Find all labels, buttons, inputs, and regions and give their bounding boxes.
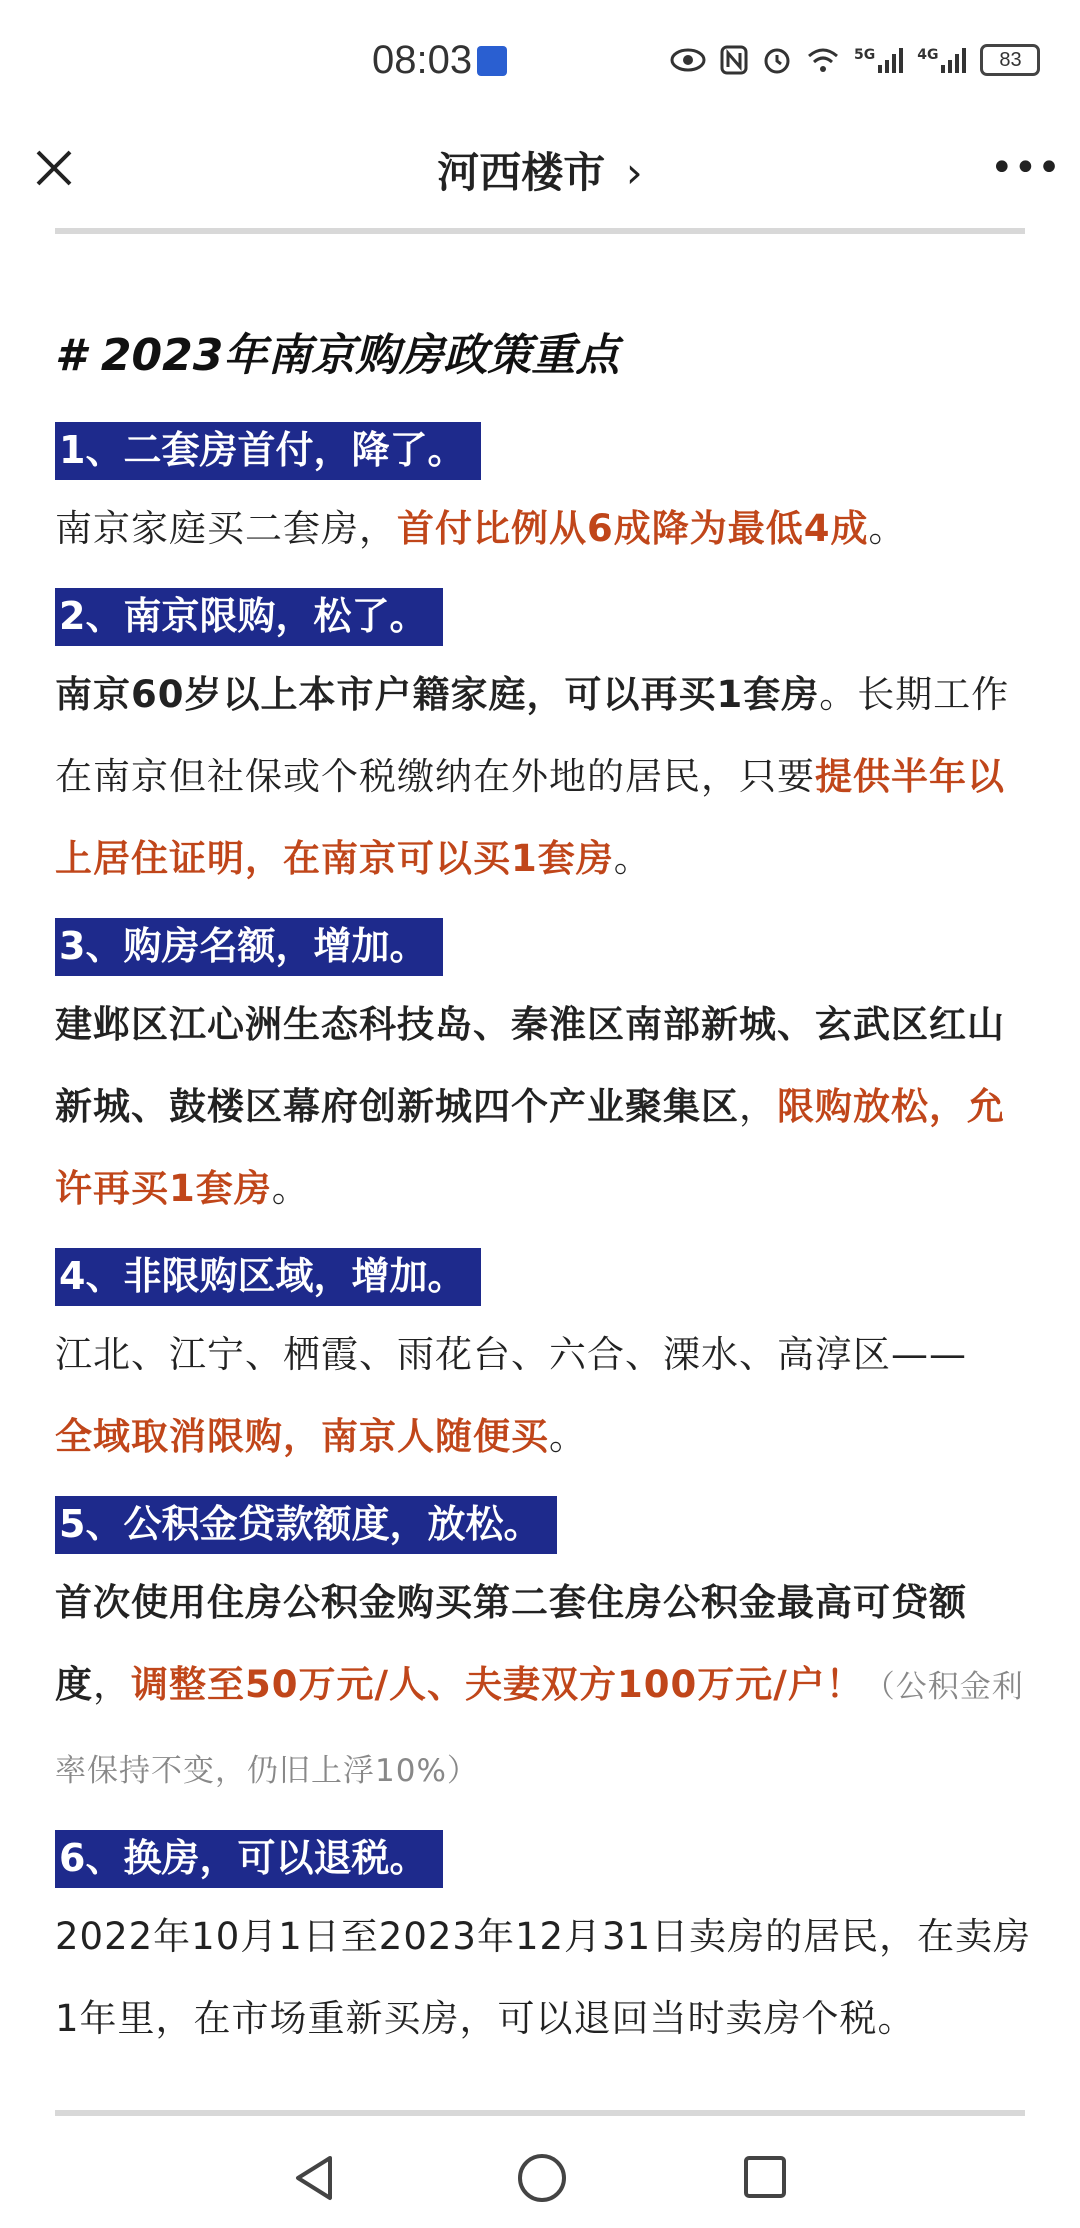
signal-icon bbox=[877, 47, 903, 73]
section-2 bbox=[55, 580, 1035, 900]
highlight-text: 限购放松，允许再买1套房 bbox=[55, 1085, 1005, 1210]
highlight-text: 提供半年以上居住证明，在南京可以买1套房 bbox=[55, 755, 1005, 880]
account-name: 河西楼市 bbox=[437, 148, 606, 197]
home-icon[interactable] bbox=[516, 2152, 568, 2204]
divider bbox=[55, 228, 1025, 234]
wifi-icon bbox=[806, 46, 840, 74]
battery-icon: 83 bbox=[980, 44, 1040, 76]
signal-5g: 5G bbox=[854, 47, 903, 73]
section-6 bbox=[55, 1822, 1035, 2060]
alarm-icon bbox=[762, 45, 792, 75]
eye-icon bbox=[670, 47, 706, 73]
section-5 bbox=[55, 1488, 1035, 1812]
section-text: 建邺区江心洲生态科技岛、秦淮区南部新城、玄武区红山新城、鼓楼区幕府创新城四个产业聚集区，限购放松，允许再买1套房。 bbox=[55, 1003, 1005, 1210]
section-heading: 6、换房，可以退税。 bbox=[55, 1830, 443, 1888]
highlight-text: 首付比例从6成降为最低4成 bbox=[397, 507, 869, 550]
section-text: 江北、江宁、栖霞、雨花台、六合、溧水、高淳区—— 全域取消限购，南京人随便买。 bbox=[55, 1333, 967, 1458]
section-text: 南京60岁以上本市户籍家庭，可以再买1套房。长期工作在南京但社保或个税缴纳在外地的居民，只要提供半年以上居住证明，在南京可以买1套房。 bbox=[55, 673, 1010, 880]
note-text: （公积金利率保持不变，仍旧上浮10%） bbox=[55, 1669, 1024, 1789]
section-3 bbox=[55, 910, 1035, 1230]
section-heading: 4、非限购区域，增加。 bbox=[55, 1248, 481, 1306]
status-time: 08:03 bbox=[372, 38, 473, 82]
section-text: 南京家庭买二套房，首付比例从6成降为最低4成。 bbox=[55, 507, 907, 550]
section-heading: 5、公积金贷款额度，放松。 bbox=[55, 1496, 557, 1554]
account-title[interactable] bbox=[0, 140, 1080, 200]
recent-apps-icon[interactable] bbox=[742, 2154, 788, 2200]
highlight-text: 调整至50万元/人、夫妻双方100万元/户！ bbox=[131, 1663, 864, 1706]
article-title: # 2023年南京购房政策重点 bbox=[55, 330, 620, 381]
chevron-right-icon: › bbox=[625, 148, 643, 197]
more-options-button[interactable]: ••• bbox=[990, 145, 1061, 191]
signal-4g: 4G bbox=[917, 47, 966, 73]
article-body bbox=[55, 320, 1035, 2070]
status-bar bbox=[0, 0, 1080, 120]
app-notification-icon bbox=[477, 46, 507, 76]
signal-icon bbox=[940, 47, 966, 73]
section-heading: 1、二套房首付，降了。 bbox=[55, 422, 481, 480]
title-bar bbox=[0, 120, 1080, 220]
section-heading: 3、购房名额，增加。 bbox=[55, 918, 443, 976]
divider bbox=[55, 2110, 1025, 2116]
section-text: 2022年10月1日至2023年12月31日卖房的居民，在卖房1年里，在市场重新买房，可以退回当时卖房个税。 bbox=[55, 1915, 1032, 2040]
nfc-icon bbox=[720, 45, 748, 75]
status-icons bbox=[670, 40, 1040, 80]
section-heading: 2、南京限购，松了。 bbox=[55, 588, 443, 646]
section-1 bbox=[55, 414, 1035, 570]
section-text: 首次使用住房公积金购买第二套住房公积金最高可贷额度，调整至50万元/人、夫妻双方100万元/户！（公积金利率保持不变，仍旧上浮10%） bbox=[55, 1581, 1024, 1789]
navigation-bar bbox=[0, 2130, 1080, 2228]
back-icon[interactable] bbox=[290, 2152, 338, 2204]
highlight-text: 全域取消限购，南京人随便买 bbox=[55, 1415, 549, 1458]
section-4 bbox=[55, 1240, 1035, 1478]
